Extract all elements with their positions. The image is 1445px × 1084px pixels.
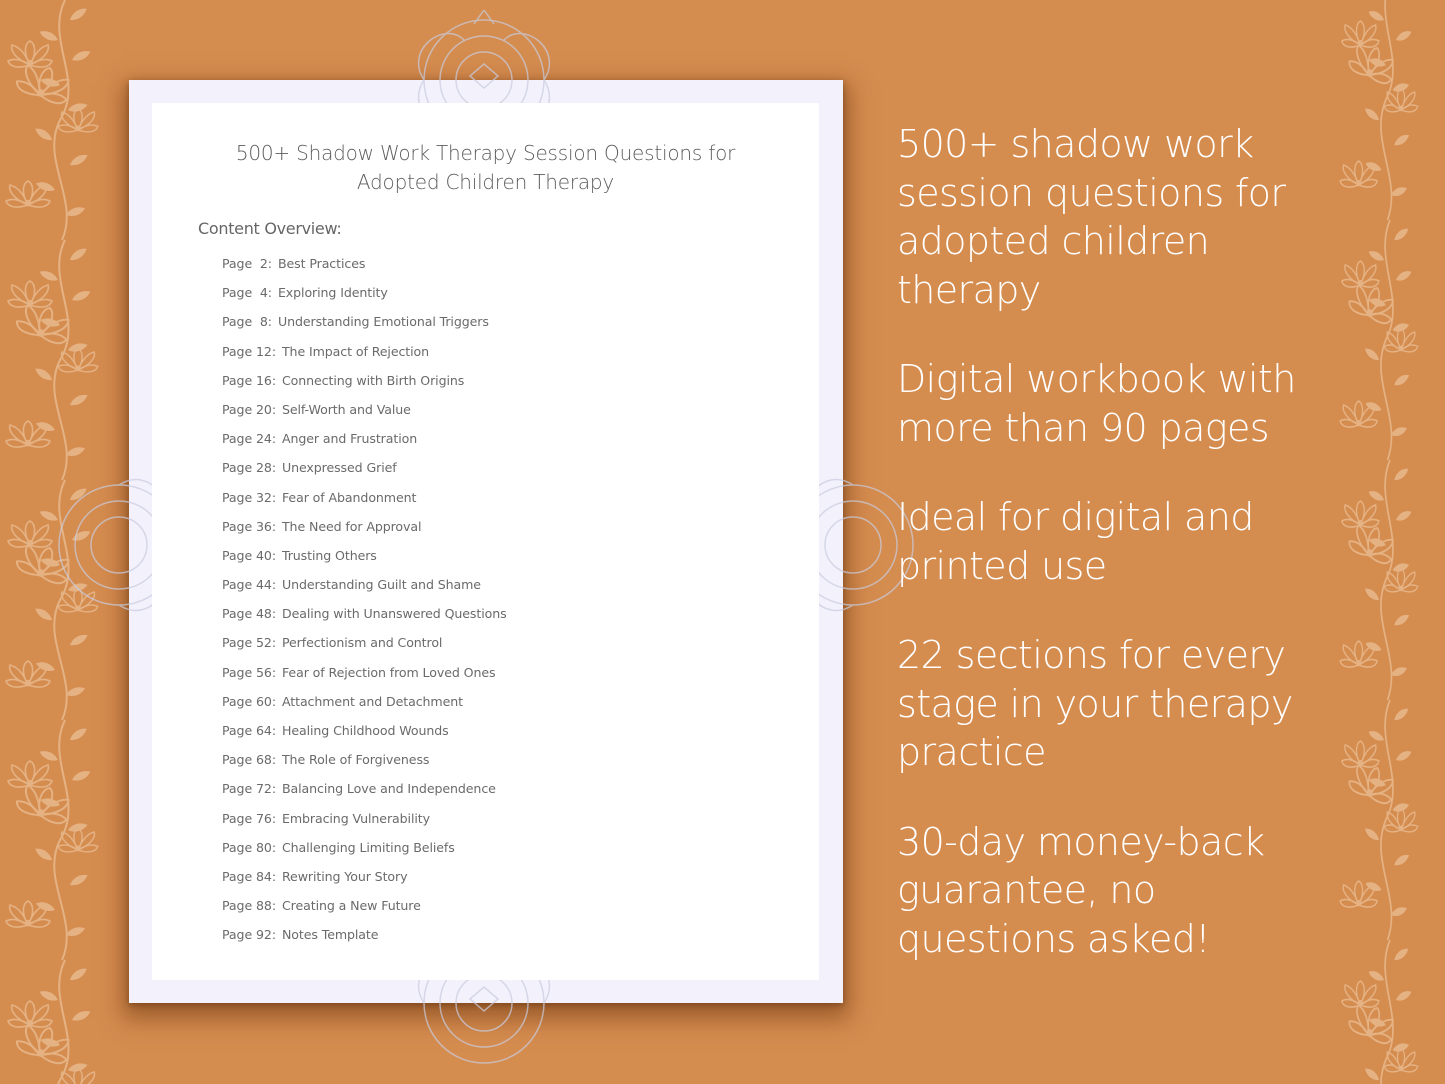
toc-title: Trusting Others: [281, 547, 377, 563]
toc-page-number: Page 36:: [222, 518, 276, 534]
toc-title: Exploring Identity: [277, 285, 388, 301]
toc-item: [222, 694, 507, 723]
toc-item: [222, 840, 507, 869]
toc-item: [222, 460, 507, 489]
toc-item: [222, 256, 507, 285]
toc-item: [222, 781, 507, 810]
feature-line: adopted children: [897, 219, 1210, 263]
toc-page-number: Page 12:: [222, 343, 276, 359]
toc-item: [222, 635, 507, 664]
toc-item: [222, 665, 507, 694]
toc-title: Attachment and Detachment: [281, 693, 463, 709]
toc-page-number: Page 2:: [222, 256, 272, 271]
feature-line: session questions for: [897, 170, 1286, 215]
feature-line: 30-day money-back: [897, 819, 1265, 864]
toc-title: The Need for Approval: [281, 518, 422, 534]
toc-item: [222, 577, 507, 606]
feature-guarantee: [897, 818, 1337, 964]
toc-page-number: Page 80:: [222, 839, 276, 855]
toc-page-number: Page 56:: [222, 664, 276, 680]
feature-line: guarantee, no: [897, 868, 1156, 912]
toc-item: [222, 898, 507, 927]
toc-title: The Impact of Rejection: [281, 343, 430, 359]
toc-item: [222, 548, 507, 577]
feature-line: 500+ shadow work: [897, 122, 1254, 166]
toc-page-number: Page 28:: [222, 460, 276, 476]
feature-line: Ideal for digital and: [897, 495, 1254, 539]
toc-page-number: Page 20:: [222, 401, 276, 417]
feature-line: more than 90 pages: [897, 405, 1269, 450]
toc-page-number: Page 32:: [222, 489, 276, 505]
feature-section-count: [897, 631, 1337, 777]
toc-title: Understanding Guilt and Shame: [281, 577, 481, 593]
feature-line: questions asked!: [897, 916, 1210, 961]
toc-item: [222, 285, 507, 314]
toc-page-number: Page 92:: [222, 927, 276, 943]
toc-title: Self-Worth and Value: [281, 401, 411, 417]
toc-page-number: Page 72:: [222, 781, 276, 797]
toc-page-number: Page 76:: [222, 810, 276, 826]
toc-title: Balancing Love and Independence: [281, 781, 496, 797]
toc-title: Connecting with Birth Origins: [281, 372, 465, 388]
toc-title: Perfectionism and Control: [281, 635, 443, 651]
toc-title: Best Practices: [277, 256, 366, 271]
toc-item: [222, 519, 507, 548]
toc-title: Fear of Rejection from Loved Ones: [281, 664, 496, 680]
toc-item: [222, 373, 507, 402]
toc-item: [222, 869, 507, 898]
toc-page-number: Page 64:: [222, 723, 276, 738]
toc-page-number: Page 24:: [222, 431, 276, 447]
floral-vine-icon: [1335, 0, 1445, 1084]
feature-line: practice: [897, 730, 1046, 774]
feature-line: 22 sections for every: [897, 633, 1286, 677]
toc-item: [222, 431, 507, 460]
toc-title: Unexpressed Grief: [281, 460, 397, 476]
toc-page-number: Page 4:: [222, 285, 272, 301]
toc-page-number: Page 44:: [222, 577, 276, 593]
document-title-line-2: Adopted Children Therapy: [356, 170, 615, 194]
toc-item: [222, 402, 507, 431]
toc-page-number: Page 60:: [222, 693, 276, 709]
document-title: [152, 139, 819, 197]
toc-page-number: Page 88:: [222, 898, 276, 914]
toc-item: [222, 314, 507, 343]
toc-item: [222, 490, 507, 519]
toc-item: [222, 811, 507, 840]
toc-page-number: Page 52:: [222, 635, 276, 651]
toc-title: Creating a New Future: [281, 898, 421, 914]
toc-title: Anger and Frustration: [281, 431, 418, 447]
feature-list: [897, 120, 1337, 963]
toc-title: Challenging Limiting Beliefs: [281, 839, 455, 855]
toc-title: Understanding Emotional Triggers: [277, 314, 489, 330]
toc-page-number: Page 68:: [222, 752, 276, 768]
feature-line: therapy: [897, 267, 1041, 312]
toc-title: Embracing Vulnerability: [281, 810, 430, 826]
toc-item: [222, 927, 507, 956]
toc-title: Healing Childhood Wounds: [281, 723, 449, 738]
document-title-line-1: 500+ Shadow Work Therapy Session Questions for: [235, 141, 736, 165]
toc-item: [222, 752, 507, 781]
feature-usage-format: [897, 493, 1337, 590]
toc-title: The Role of Forgiveness: [281, 752, 430, 768]
toc-page-number: Page 40:: [222, 547, 276, 563]
workbook-page-preview: [129, 80, 843, 1003]
toc-page-number: Page 8:: [222, 314, 272, 330]
toc-item: [222, 606, 507, 635]
toc-title: Notes Template: [281, 927, 379, 943]
table-of-contents: [222, 256, 507, 957]
toc-page-number: Page 84:: [222, 868, 276, 884]
feature-page-count: [897, 355, 1337, 452]
feature-line: printed use: [897, 543, 1107, 588]
toc-page-number: Page 48:: [222, 606, 276, 622]
feature-question-count: [897, 120, 1337, 314]
page-content: [152, 103, 819, 980]
content-overview-heading: Content Overview:: [198, 219, 342, 238]
toc-title: Dealing with Unanswered Questions: [281, 606, 507, 622]
feature-line: stage in your therapy: [897, 681, 1293, 726]
toc-title: Rewriting Your Story: [281, 868, 408, 884]
toc-page-number: Page 16:: [222, 372, 276, 388]
toc-title: Fear of Abandonment: [281, 489, 417, 505]
toc-item: [222, 723, 507, 752]
feature-line: Digital workbook with: [897, 357, 1296, 401]
toc-item: [222, 344, 507, 373]
